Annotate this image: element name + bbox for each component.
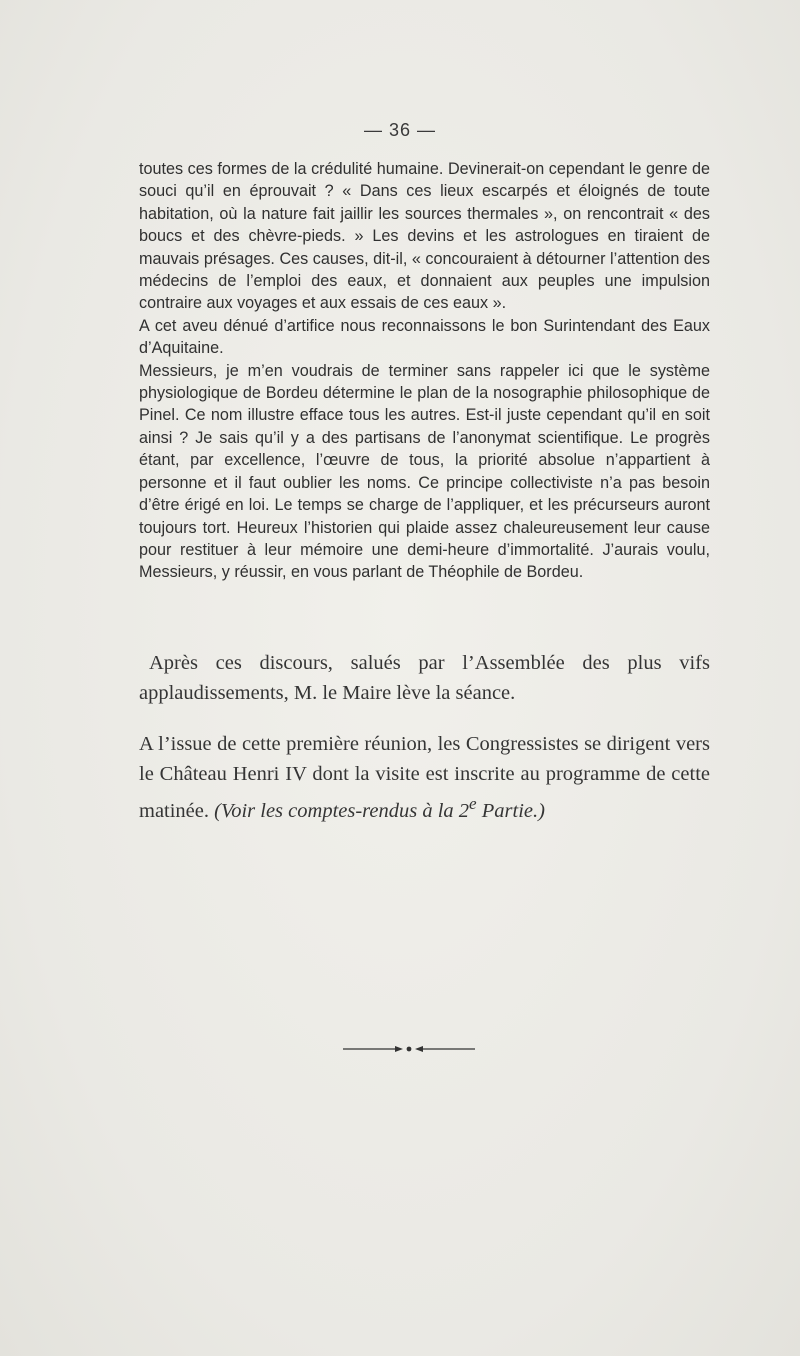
ordinal-suffix: e [469,794,477,813]
paragraph-conclusion: Messieurs, je m’en voudrais de terminer sans rappeler ici que le système physiologique de Bordeu détermine le plan de la nosographie philosophique de Pinel. Ce nom illustre efface tous les autres. Est-il juste cependant qu’il en soit ainsi ? Je sais qu’il y a des partisans de l’anonymat scientifique. Le progrès étant, par excellence, l’œuvre de tous, la priorité absolue n’appartient à personne et il faut oublier les noms. Ce principe collectiviste n’a pas besoin d’être érigé en loi. Le temps se charge de l’appliquer, et les précurseurs auront toujours tort. Heureux l’historien qui plaide assez chaleureusement leur cause pour restituer à leur mémoire une demi-heure d’immortalité. J’aurais voulu, Messieurs, y réussir, en vous parlant de Théophile de Bordeu. [139,361,710,582]
paragraph-closing-session: Après ces discours, salués par l’Assemblée des plus vifs applaudissements, M. le Maire lève la séance. [139,652,710,704]
paragraph-credulity: toutes ces formes de la crédulité humaine. Devinerait-on cependant le genre de souci qu’il en éprouvait ? « Dans ces lieux escarpés et éloignés de toute habitation, où la nature fait jaillir les sources thermales », on rencontrait « des boucs et des chèvre-pieds. » Les devins et les astrologues en tiraient de mauvais présages. Ces causes, dit-il, « concouraient à détourner l’attention des médecins de l’emploi des eaux, et donnaient aux peuples une impulsion contraire aux voyages et aux essais de ces eaux ». [139,160,710,313]
visit-text: A l’issue de cette première réunion, les Congressistes se dirigent vers le Château Henri IV dont la visite est inscrite au programme de cette matinée. [139,733,710,822]
cross-reference-start: (Voir les comptes-rendus à la 2 [214,799,470,822]
speech-text [139,158,710,584]
page-number: — 36 — [363,120,437,140]
minutes-text [139,648,710,826]
paragraph-surintendant: A cet aveu dénué d’artifice nous reconnaissons le bon Surintendant des Eaux d’Aquitaine. [139,316,710,358]
paragraph-chateau-visit [139,729,710,826]
cross-reference [214,794,545,822]
end-ornament-icon [343,1043,475,1055]
cross-reference-end: Partie.) [476,799,545,822]
